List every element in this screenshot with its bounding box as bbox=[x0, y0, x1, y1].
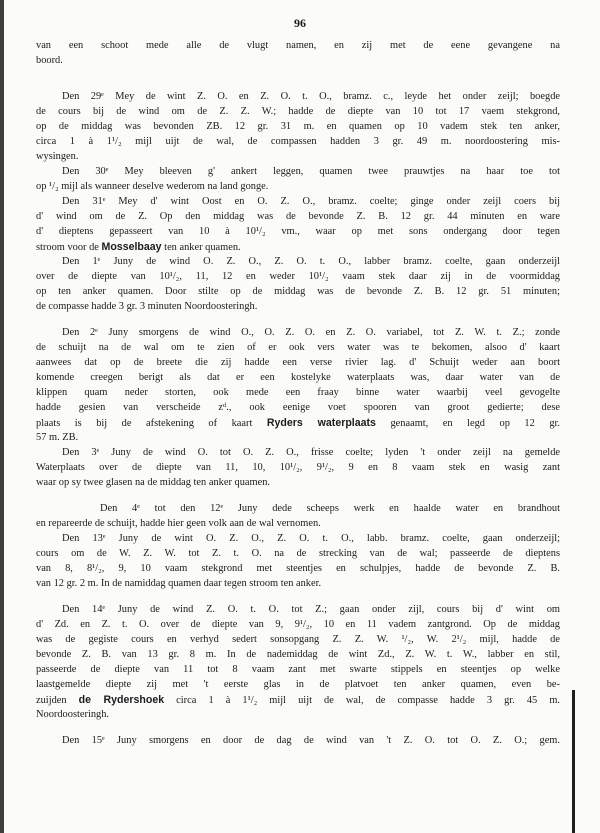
text-line: cours om de W. Z. W. tot Z. t. O. na de strecking van de wal; passeerde de dieptens bbox=[36, 548, 560, 559]
text-line: over de diepte van 10¹/₂, 11, 12 en weder 10¹/₂ vaam stek daar zij in de voormiddag bbox=[36, 271, 560, 282]
text-line: de cours bij de wind om de Z. Z. W.; hadde de diepte van 10 tot 17 vaem stekgrond, bbox=[36, 106, 560, 117]
page-number: 96 bbox=[294, 16, 306, 30]
text-line: Den 31ᵉ Mey d' wint Oost en O. Z. O., bramz. coelte; ginge onder zeijl coers bij bbox=[62, 196, 560, 207]
scan-edge-left bbox=[0, 0, 4, 833]
text-line: de schuijt na de wal om te zien of er ook vers water was te bekomen, alsoo d' kaart bbox=[36, 342, 560, 353]
text-line: van 8, 8¹/₂, 9, 10 vaam stekgrond met steentjes en schulpjes, hadde de bevonde Z. B. bbox=[36, 563, 560, 574]
text-line: van een schoot mede alle de vlugt namen, en zij met de eene gevangene na bbox=[36, 40, 560, 51]
text-line: de compasse hadde 3 gr. 3 minuten Noordoosteringh. bbox=[36, 301, 258, 312]
text-line: d' wind om de Z. Op den middag was de bevonde Z. B. 12 gr. 44 minuten en ware bbox=[36, 211, 560, 222]
place-name-rydershoek: de Rydershoek bbox=[78, 694, 165, 706]
text-line: Waterplaats over de diepte van 11, 10, 10¹/₂, 9¹/₂, 9 en 8 vaam stek en wasig zant bbox=[36, 462, 560, 473]
text-line: Den 3ᵉ Juny de wind O. tot O. Z. O., frisse coelte; lyden 't onder zeijl na gemelde bbox=[62, 447, 560, 458]
text-line: plaats is bij de afstekening of kaart Ryders waterplaats genaamt, en legd op 12 gr. bbox=[36, 417, 560, 429]
text-line: op de middag was bevonden ZB. 12 gr. 31 m. en quamen op 10 vadem stek ten anker, bbox=[36, 121, 560, 132]
text-line: waar op sy twee glasen na de middag ten anker quamen. bbox=[36, 477, 270, 488]
text-line: Den 29ᵉ Mey de wint Z. O. en Z. O. t. O., bramz. c., leyde het onder zeijl; boegde bbox=[62, 91, 560, 102]
text-line: was de gegiste cours en verhyd sedert sonsopgang Z. Z. W. ¹/₂, W. 2¹/₂ mijl, hadde de bbox=[36, 634, 560, 645]
place-name-mosselbaay: Mosselbaay bbox=[101, 241, 162, 253]
text-line: bevonde Z. B. van 13 gr. 8 m. In de nademiddag de wint Zd., Z. W. t. W., labber en stil, bbox=[36, 649, 560, 660]
text-line: en repareerde de schuijt, hadde hier geen volk aan de wal vernomen. bbox=[36, 518, 321, 529]
text-line: aanwees dat op de breete die zij hadde een verse rivier lag. d' Schuijt weder aan boort bbox=[36, 357, 560, 368]
text-line: Noordoosteringh. bbox=[36, 709, 110, 720]
text-line: Den 15ᵉ Juny smorgens en door de dag de wind van 't Z. O. tot O. Z. O.; gem. bbox=[62, 735, 560, 746]
text-line: komende creegen berigt als dat er een kostelyke waterplaats was, daar water van de bbox=[36, 372, 560, 383]
text-line: passeerde de diepte van 11 tot 8 vaam zant met swarte stippels en steentjes op welke bbox=[36, 664, 560, 675]
text-line: klippen quam neder storten, ook mede een fraay binne water waarbij veel gevogelte bbox=[36, 387, 560, 398]
text-line: Den 30ᵉ Mey bleeven g' ankert leggen, quamen twee prauwtjes na haar toe tot bbox=[62, 166, 560, 177]
text-line: boord. bbox=[36, 55, 63, 66]
text-line: wysingen. bbox=[36, 151, 79, 162]
text-line: 57 m. ZB. bbox=[36, 432, 79, 443]
place-name-ryders-waterplaats: Ryders waterplaats bbox=[266, 417, 376, 429]
text-line: op ten anker quamen. Door stilte op de middag was de bevonde Z. B. 12 gr. 51 minuten; bbox=[36, 286, 560, 297]
text-line: circa 1 à 1¹/₂ mijl uijt de wal, de compassen hadden 3 gr. 49 m. noordoostering mis- bbox=[36, 136, 560, 147]
text-line: van 12 gr. 2 m. In de namiddag quamen daar tegen stroom ten anker. bbox=[36, 578, 322, 589]
text-line: op ¹/₂ mijl als wanneer deselve wederom na land gonge. bbox=[36, 181, 269, 192]
text-line: d' dieptens gepasseert van 10 à 10¹/₂ vm., waar op met sons ondergang door tegen bbox=[36, 226, 560, 237]
text-line: hadde gesien van verscheide zᵈ., ook eenige voet spooren van groot gedierte; dese bbox=[36, 402, 560, 413]
text-line: laastgemelde diepte zij met 't eerste glas in de platvoet ten anker quamen, even be- bbox=[36, 679, 560, 690]
text-line: d' Zd. en Z. t. O. over de diepte van 9, 9¹/₂, 10 en 11 vadem zantgrond. Op de middag bbox=[36, 619, 560, 630]
text-line: Den 14ᵉ Juny de wind Z. O. t. O. tot Z.; gaan onder zijl, cours bij d' wint om bbox=[62, 604, 560, 615]
text-line: Den 4ᵉ tot den 12ᵉ Juny dede scheeps werk en haalde water en brandhout bbox=[100, 503, 560, 514]
text-line: Den 13ᵉ Juny de wint O. Z. O., Z. O. t. O., labb. bramz. coelte, gaan onderzeijl; bbox=[62, 533, 560, 544]
text-line: Den 1ᵉ Juny de wind O. Z. O., Z. O. t. O., labber bramz. coelte, gaan onderzeijl bbox=[62, 256, 560, 267]
scan-edge-right bbox=[572, 690, 575, 833]
text-line: zuijden de Rydershoek circa 1 à 1¹/₂ mijl uijt de wal, de compasse hadde 3 gr. 45 m. bbox=[36, 694, 561, 706]
text-line: Den 2ᵉ Juny smorgens de wind O., O. Z. O. en Z. O. variabel, tot Z. W. t. Z.; zonde bbox=[62, 327, 560, 338]
text-line: stroom voor de Mosselbaay ten anker quamen. bbox=[36, 241, 241, 253]
